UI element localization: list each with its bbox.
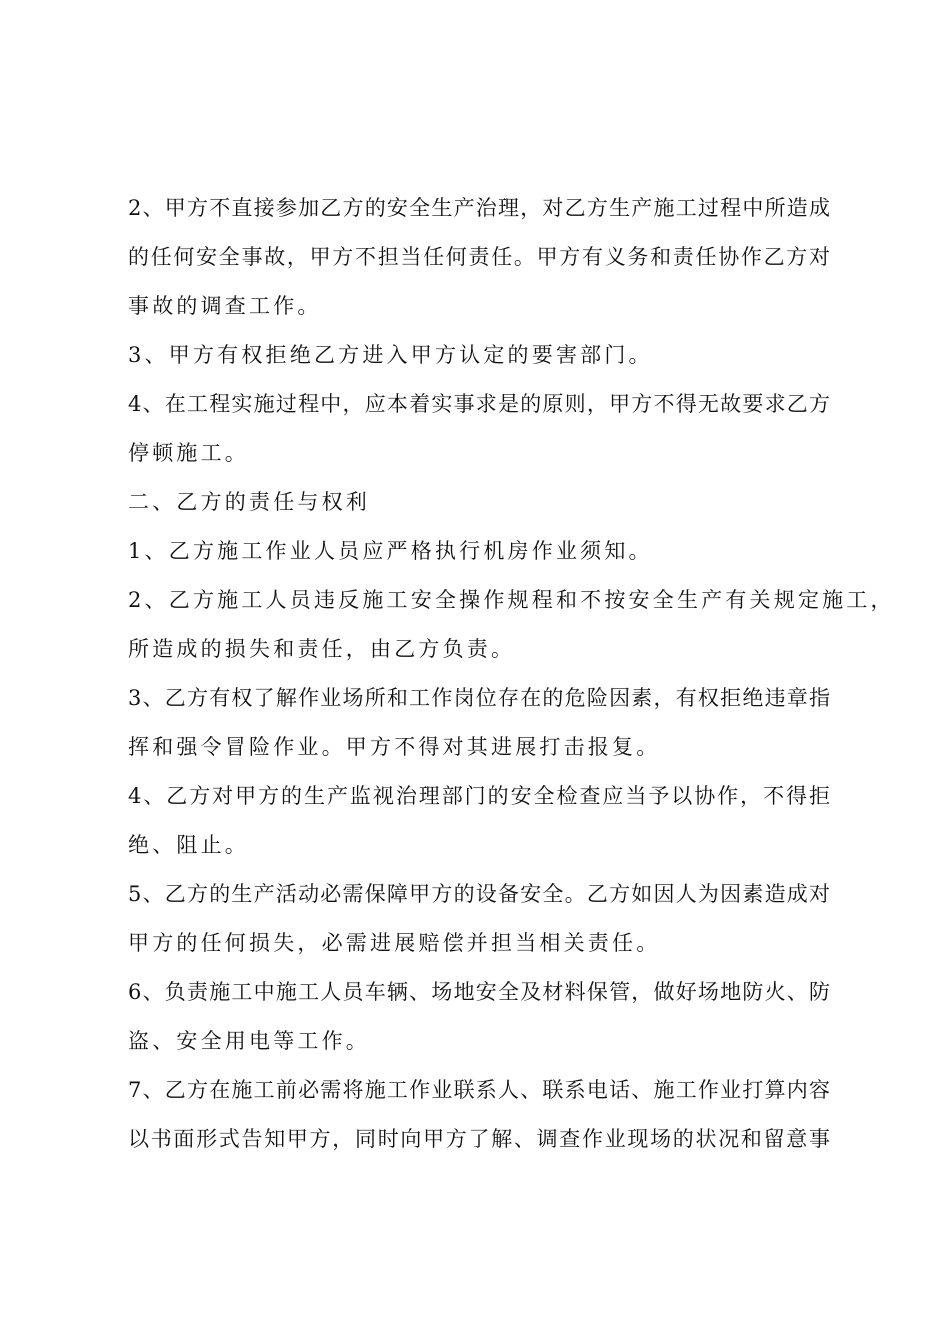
text-line: 4、乙方对甲方的生产监视治理部门的安全检查应当予以协作，不得拒 (128, 784, 830, 808)
text-line: 1、乙方施工作业人员应严格执行机房作业须知。 (128, 539, 653, 563)
text-line: 7、乙方在施工前必需将施工作业联系人、联系电话、施工作业打算内容 (128, 1078, 830, 1102)
text-line: 挥和强令冒险作业。甲方不得对其进展打击报复。 (128, 735, 661, 759)
text-line: 甲方的任何损失，必需进展赔偿并担当相关责任。 (128, 931, 661, 955)
document-body (128, 184, 895, 1164)
text-line: 事故的调查工作。 (128, 294, 322, 318)
text-line: 3、甲方有权拒绝乙方进入甲方认定的要害部门。 (128, 343, 653, 367)
text-line: 的任何安全事故，甲方不担当任何责任。甲方有义务和责任协作乙方对 (128, 245, 830, 269)
text-line: 所造成的损失和责任，由乙方负责。 (128, 637, 516, 661)
text-line: 6、负责施工中施工人员车辆、场地安全及材料保管，做好场地防火、防 (128, 980, 830, 1004)
text-line: 3、乙方有权了解作业场所和工作岗位存在的危险因素，有权拒绝违章指 (128, 686, 830, 710)
text-line: 2、乙方施工人员违反施工安全操作规程和不按安全生产有关规定施工， (128, 588, 895, 612)
text-line: 2、甲方不直接参加乙方的安全生产治理，对乙方生产施工过程中所造成 (128, 196, 830, 220)
section-heading: 二、乙方的责任与权利 (128, 490, 370, 514)
text-line: 绝、阻止。 (128, 833, 249, 857)
text-line: 4、在工程实施过程中，应本着实事求是的原则，甲方不得无故要求乙方 (128, 392, 830, 416)
text-line: 停顿施工。 (128, 441, 249, 465)
text-line: 5、乙方的生产活动必需保障甲方的设备安全。乙方如因人为因素造成对 (128, 882, 830, 906)
text-line: 盗、安全用电等工作。 (128, 1029, 370, 1053)
text-line: 以书面形式告知甲方，同时向甲方了解、调查作业现场的状况和留意事 (128, 1127, 830, 1151)
